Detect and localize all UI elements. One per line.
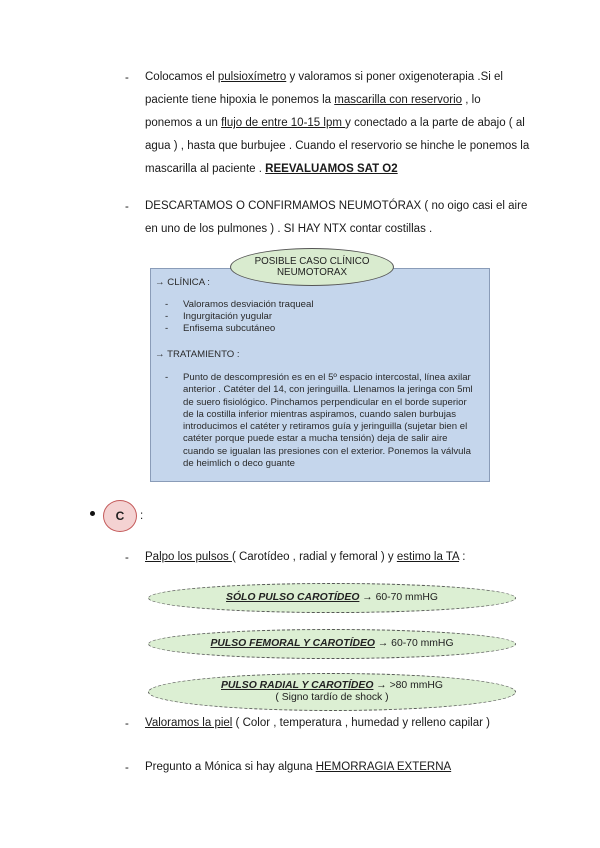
pulse-value: → >80 mmHG — [373, 680, 443, 691]
piel-paragraph: Valoramos la piel ( Color , temperatura , humedad y relleno capilar ) — [145, 717, 490, 729]
list-dash: - — [125, 718, 129, 730]
reevaluamos-emphasis: REEVALUAMOS SAT O2 — [265, 163, 398, 175]
pulse-ellipse-femoral — [148, 629, 516, 659]
section-c-colon: : — [140, 510, 144, 522]
list-dash: - — [125, 762, 129, 774]
section-c-circle — [103, 500, 137, 532]
case-title-line2: NEUMOTORAX — [276, 267, 348, 278]
clinica-item: Valoramos desviación traqueal — [183, 299, 314, 310]
pulse-label: SÓLO PULSO CAROTÍDEO — [226, 592, 360, 603]
case-title-ellipse — [230, 248, 394, 286]
tratamiento-heading: → TRATAMIENTO : — [155, 349, 240, 360]
pulse-value: → 60-70 mmHG — [359, 592, 438, 603]
tratamiento-text: Punto de descompresión es en el 5º espacio intercostal, línea axilar anterior . Catéter del 14, con jeringuilla. Llenamos la jeringa con 5ml de suero fisiológico. Pinchamos perpendicular en el borde superior de la costilla inferior mientras aspiramos, cuando salen burbujas introducimos el catéter y retiramos guía y jeringuilla (sujetar bien el catéter porque puede estar a mucha tensión) deja de salir aire cuando se igualan las presiones con el exterior. Ponemos la válvula de heimlich o deco guante — [183, 372, 473, 470]
pulse-ellipse-radial — [148, 673, 516, 711]
pulse-label: PULSO RADIAL Y CAROTÍDEO — [221, 680, 374, 691]
section-bullet — [90, 511, 95, 516]
list-dash: - — [165, 299, 169, 310]
pulse-label: PULSO FEMORAL Y CAROTÍDEO — [210, 638, 375, 649]
case-title-line1: POSIBLE CASO CLÍNICO — [254, 256, 370, 267]
clinica-item: Enfisema subcutáneo — [183, 323, 276, 334]
section-c-label: C — [115, 509, 125, 523]
pulse-value: → 60-70 mmHG — [375, 638, 454, 649]
case-callout-box — [150, 268, 490, 482]
list-dash: - — [125, 201, 129, 213]
list-dash: - — [165, 323, 169, 334]
list-dash: - — [165, 372, 169, 383]
clinica-item: Ingurgitación yugular — [183, 311, 273, 322]
clinica-heading: → CLÍNICA : — [155, 277, 210, 288]
pulse-ellipse-carotideo — [148, 583, 516, 613]
pulsos-paragraph: Palpo los pulsos ( Carotídeo , radial y femoral ) y estimo la TA : — [145, 551, 466, 563]
list-dash: - — [165, 311, 169, 322]
pulse-note: ( Signo tardío de shock ) — [275, 692, 389, 703]
pulsioximetro-paragraph: Colocamos el pulsioxímetro y valoramos si poner oxigenoterapia .Si el paciente tiene hipoxia le ponemos la mascarilla con reservorio , lo ponemos a un flujo de entre 10-15 lpm y conectado a la parte de abajo ( al agua ) , hasta que burbujee . Cuando el reservorio se hinche le ponemos la mascarilla al paciente . REEVALUAMOS SAT O2 — [145, 71, 530, 175]
list-dash: - — [125, 552, 129, 564]
list-dash: - — [125, 72, 129, 84]
neumotorax-paragraph: DESCARTAMOS O CONFIRMAMOS NEUMOTÓRAX ( no oigo casi el aire en uno de los pulmones ) . SI HAY NTX contar costillas . — [145, 200, 528, 235]
hemorragia-paragraph: Pregunto a Mónica si hay alguna HEMORRAGIA EXTERNA — [145, 761, 452, 773]
